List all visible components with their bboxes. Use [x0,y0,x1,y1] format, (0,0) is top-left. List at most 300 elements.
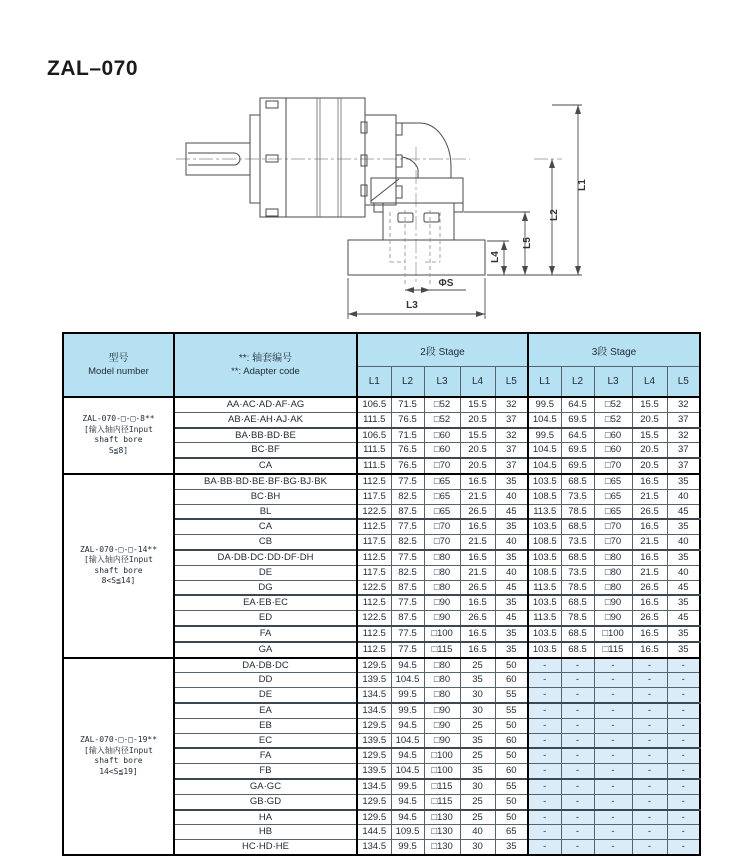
dim-value-cell: 16.5 [632,474,667,489]
dim-value-cell: - [561,688,594,703]
dim-value-cell: □80 [424,550,460,565]
dim-value-cell: - [594,779,632,794]
dim-value-cell: 99.5 [391,840,424,855]
dim-value-cell: 40 [667,535,700,550]
dim-value-cell: 15.5 [460,428,495,443]
dim-value-cell: □65 [424,474,460,489]
dim-label-l1: L1 [577,179,588,191]
dim-value-cell: 76.5 [391,458,424,474]
dim-value-cell: 108.5 [528,565,561,580]
dim-value-cell: 104.5 [391,764,424,779]
dim-value-cell: - [632,825,667,840]
dim-value-cell: 35 [460,673,495,688]
header-dim-l3: L3 [594,367,632,398]
dim-value-cell: - [667,810,700,825]
dim-value-cell: 129.5 [357,794,391,809]
dim-value-cell: 35 [495,595,528,610]
dim-value-cell: - [632,764,667,779]
dim-value-cell: 112.5 [357,626,391,642]
dim-value-cell: 26.5 [460,504,495,519]
dim-value-cell: 37 [667,443,700,458]
dim-value-cell: 35 [667,474,700,489]
dim-value-cell: □130 [424,840,460,855]
dim-value-cell: 40 [495,535,528,550]
dim-value-cell: □130 [424,810,460,825]
dim-value-cell: 20.5 [460,443,495,458]
dim-value-cell: - [667,748,700,763]
dim-value-cell: - [594,794,632,809]
dim-value-cell: □100 [424,764,460,779]
dim-value-cell: 94.5 [391,658,424,673]
dim-value-cell: 106.5 [357,397,391,412]
dim-value-cell: 111.5 [357,443,391,458]
dim-value-cell: 40 [495,565,528,580]
adapter-code-cell: GB·GD [174,794,357,809]
dim-value-cell: 25 [460,748,495,763]
adapter-code-cell: DE [174,688,357,703]
dim-value-cell: □80 [424,658,460,673]
dim-value-cell: 117.5 [357,565,391,580]
dim-value-cell: 37 [495,443,528,458]
dim-value-cell: - [561,658,594,673]
dim-value-cell: 37 [495,458,528,474]
dim-value-cell: 77.5 [391,626,424,642]
dim-value-cell: 112.5 [357,519,391,534]
dim-value-cell: 16.5 [460,595,495,610]
dim-value-cell: □90 [424,703,460,718]
dim-value-cell: 35 [495,519,528,534]
dim-value-cell: - [594,825,632,840]
dim-value-cell: 68.5 [561,519,594,534]
dim-value-cell: - [561,718,594,733]
dim-value-cell: 55 [495,703,528,718]
dim-value-cell: 68.5 [561,626,594,642]
dim-value-cell: 111.5 [357,412,391,427]
dim-value-cell: 26.5 [632,504,667,519]
adapter-code-cell: EB [174,718,357,733]
dim-value-cell: 68.5 [561,595,594,610]
dim-value-cell: 16.5 [632,519,667,534]
dim-value-cell: 21.5 [460,535,495,550]
dim-value-cell: □52 [424,412,460,427]
dim-value-cell: - [594,764,632,779]
adapter-code-cell: HA [174,810,357,825]
dim-value-cell: 104.5 [528,412,561,427]
model-number-cell: ZAL-070-□-□-8** [输入轴内径Input shaft bore S≦8] [63,397,174,474]
dim-value-cell: - [632,794,667,809]
dim-value-cell: 55 [495,779,528,794]
dim-value-cell: 45 [667,580,700,595]
dim-value-cell: 68.5 [561,474,594,489]
dim-value-cell: 103.5 [528,595,561,610]
dim-value-cell: 73.5 [561,489,594,504]
dim-value-cell: 108.5 [528,535,561,550]
dim-value-cell: 35 [667,626,700,642]
page-title: ZAL–070 [47,57,139,80]
dim-value-cell: 77.5 [391,519,424,534]
adapter-code-cell: ED [174,611,357,626]
dim-value-cell: □90 [424,718,460,733]
dim-value-cell: 99.5 [528,428,561,443]
dim-value-cell: □90 [594,611,632,626]
dim-value-cell: 129.5 [357,658,391,673]
dim-value-cell: 104.5 [528,443,561,458]
dim-value-cell: 82.5 [391,565,424,580]
dim-value-cell: - [528,748,561,763]
dim-value-cell: □65 [424,504,460,519]
dim-value-cell: - [667,779,700,794]
adapter-code-cell: BC·BF [174,443,357,458]
dim-value-cell: 139.5 [357,733,391,748]
dim-value-cell: - [667,764,700,779]
dim-value-cell: 32 [667,428,700,443]
dim-value-cell: 35 [495,840,528,855]
dim-value-cell: 122.5 [357,580,391,595]
dim-value-cell: 113.5 [528,504,561,519]
dim-value-cell: 60 [495,733,528,748]
dim-value-cell: □80 [594,580,632,595]
dim-value-cell: 109.5 [391,825,424,840]
adapter-code-cell: EA [174,703,357,718]
dim-value-cell: 35 [495,626,528,642]
dim-value-cell: □90 [424,611,460,626]
dim-value-cell: 71.5 [391,397,424,412]
dim-value-cell: 35 [460,733,495,748]
dim-value-cell: - [594,658,632,673]
dim-value-cell: - [594,703,632,718]
dim-value-cell: □80 [424,580,460,595]
dim-value-cell: - [632,703,667,718]
dim-value-cell: - [594,673,632,688]
adapter-code-cell: CA [174,519,357,534]
dim-value-cell: 37 [495,412,528,427]
header-dim-l1: L1 [357,367,391,398]
dim-value-cell: - [561,825,594,840]
dim-value-cell: □60 [424,428,460,443]
adapter-code-cell: CA [174,458,357,474]
dim-value-cell: □65 [594,489,632,504]
dim-value-cell: 25 [460,658,495,673]
dim-value-cell: 20.5 [632,412,667,427]
dim-value-cell: 20.5 [632,443,667,458]
dim-value-cell: 94.5 [391,718,424,733]
dim-value-cell: 69.5 [561,412,594,427]
dim-value-cell: 16.5 [460,519,495,534]
dim-value-cell: 35 [495,550,528,565]
dim-value-cell: 129.5 [357,718,391,733]
dim-value-cell: 26.5 [632,580,667,595]
dim-value-cell: 65 [495,825,528,840]
dim-value-cell: - [561,840,594,855]
dim-value-cell: □60 [594,428,632,443]
dim-value-cell: 99.5 [528,397,561,412]
dim-value-cell: 76.5 [391,443,424,458]
dim-value-cell: - [528,733,561,748]
dim-value-cell: 134.5 [357,703,391,718]
dim-value-cell: - [528,779,561,794]
dim-value-cell: 30 [460,840,495,855]
dim-value-cell: 26.5 [632,611,667,626]
dim-value-cell: 99.5 [391,779,424,794]
technical-drawing [168,85,618,329]
dim-value-cell: 26.5 [460,580,495,595]
dim-label-l2: L2 [549,209,560,221]
dim-value-cell: 21.5 [460,489,495,504]
dim-value-cell: 134.5 [357,840,391,855]
dim-value-cell: □90 [424,595,460,610]
dim-value-cell: 30 [460,779,495,794]
dim-value-cell: 73.5 [561,565,594,580]
adapter-code-cell: AB·AE·AH·AJ·AK [174,412,357,427]
dim-value-cell: □60 [424,443,460,458]
dim-value-cell: 104.5 [391,673,424,688]
dim-value-cell: 68.5 [561,642,594,658]
dim-value-cell: - [561,810,594,825]
adapter-code-cell: GA·GC [174,779,357,794]
adapter-code-cell: FB [174,764,357,779]
dim-value-cell: □70 [424,458,460,474]
adapter-code-cell: EC [174,733,357,748]
dim-value-cell: 20.5 [460,412,495,427]
dim-value-cell: 16.5 [460,550,495,565]
dim-value-cell: 77.5 [391,642,424,658]
dim-value-cell: - [632,673,667,688]
dim-value-cell: □52 [594,397,632,412]
dim-value-cell: - [528,810,561,825]
dim-value-cell: 16.5 [632,550,667,565]
dim-value-cell: - [528,840,561,855]
dim-value-cell: - [667,688,700,703]
dim-value-cell: 45 [495,580,528,595]
header-stage-3: 3段 Stage [528,333,700,367]
dim-value-cell: - [667,658,700,673]
dim-value-cell: 21.5 [460,565,495,580]
dim-value-cell: 122.5 [357,504,391,519]
dim-value-cell: 68.5 [561,550,594,565]
dim-value-cell: - [561,779,594,794]
dim-value-cell: 45 [667,504,700,519]
dim-value-cell: 73.5 [561,535,594,550]
dim-value-cell: □65 [594,504,632,519]
dim-value-cell: 94.5 [391,748,424,763]
adapter-code-cell: DA·DB·DC·DD·DF·DH [174,550,357,565]
header-adapter-code: **: 轴套编号 **: Adapter code [174,333,357,397]
dim-value-cell: 117.5 [357,535,391,550]
header-model-number: 型号 Model number [63,333,174,397]
header-dim-l4: L4 [460,367,495,398]
dim-value-cell: 35 [667,550,700,565]
dim-value-cell: 50 [495,810,528,825]
dim-value-cell: 69.5 [561,458,594,474]
dimension-table-body [63,397,700,855]
dim-value-cell: 25 [460,810,495,825]
adapter-code-cell: DG [174,580,357,595]
dim-value-cell: 32 [495,397,528,412]
dim-value-cell: 32 [667,397,700,412]
header-dim-l1: L1 [528,367,561,398]
adapter-code-cell: CB [174,535,357,550]
dim-value-cell: - [561,764,594,779]
dim-value-cell: 144.5 [357,825,391,840]
header-dim-l4: L4 [632,367,667,398]
dim-value-cell: - [667,840,700,855]
dim-label-l3: L3 [406,300,418,311]
dim-value-cell: 40 [460,825,495,840]
dim-label-phi-s: ΦS [438,278,454,289]
dim-value-cell: - [667,673,700,688]
dim-value-cell: 35 [667,519,700,534]
dim-value-cell: 139.5 [357,673,391,688]
dim-value-cell: □52 [594,412,632,427]
dim-value-cell: 77.5 [391,595,424,610]
dim-value-cell: - [632,733,667,748]
dim-value-cell: 103.5 [528,626,561,642]
dim-value-cell: 30 [460,703,495,718]
header-dim-l2: L2 [391,367,424,398]
dim-value-cell: - [561,748,594,763]
dim-value-cell: 112.5 [357,642,391,658]
dim-value-cell: 112.5 [357,474,391,489]
adapter-code-cell: BA·BB·BD·BE [174,428,357,443]
dim-value-cell: 15.5 [632,397,667,412]
dim-value-cell: 76.5 [391,412,424,427]
dim-value-cell: - [632,748,667,763]
adapter-code-cell: HC·HD·HE [174,840,357,855]
dim-value-cell: 78.5 [561,504,594,519]
dim-value-cell: □65 [424,489,460,504]
dim-value-cell: - [667,718,700,733]
dim-value-cell: - [594,840,632,855]
dim-value-cell: 37 [667,412,700,427]
dim-value-cell: 82.5 [391,489,424,504]
dim-value-cell: 111.5 [357,458,391,474]
dim-value-cell: 82.5 [391,535,424,550]
dim-value-cell: 32 [495,428,528,443]
dim-value-cell: 87.5 [391,611,424,626]
dim-value-cell: 103.5 [528,642,561,658]
dim-value-cell: 35 [460,764,495,779]
dim-value-cell: □90 [594,595,632,610]
dim-value-cell: 21.5 [632,565,667,580]
dim-value-cell: □70 [424,519,460,534]
dim-value-cell: 35 [667,642,700,658]
dim-value-cell: 99.5 [391,688,424,703]
dim-value-cell: □90 [424,733,460,748]
model-number-cell: ZAL-070-□-□-19** [输入轴内径Input shaft bore 14<S≦19] [63,658,174,855]
dim-value-cell: 87.5 [391,580,424,595]
dim-value-cell: 64.5 [561,428,594,443]
dim-value-cell: 15.5 [460,397,495,412]
dim-value-cell: 113.5 [528,611,561,626]
dim-value-cell: □130 [424,825,460,840]
dim-value-cell: 103.5 [528,550,561,565]
dim-value-cell: 112.5 [357,550,391,565]
dim-value-cell: 55 [495,688,528,703]
dim-value-cell: - [594,748,632,763]
dim-value-cell: 50 [495,748,528,763]
dim-value-cell: 134.5 [357,779,391,794]
dim-value-cell: 103.5 [528,474,561,489]
adapter-code-cell: AA·AC·AD·AF·AG [174,397,357,412]
dim-value-cell: 112.5 [357,595,391,610]
dim-value-cell: 16.5 [632,642,667,658]
dim-value-cell: 21.5 [632,489,667,504]
dim-value-cell: □70 [594,458,632,474]
dim-value-cell: 16.5 [460,474,495,489]
adapter-code-cell: DA·DB·DC [174,658,357,673]
dim-value-cell: 50 [495,794,528,809]
dim-value-cell: 104.5 [391,733,424,748]
dim-value-cell: 108.5 [528,489,561,504]
dim-value-cell: 117.5 [357,489,391,504]
dim-value-cell: 106.5 [357,428,391,443]
dim-value-cell: 26.5 [460,611,495,626]
dim-value-cell: - [528,825,561,840]
dim-value-cell: 129.5 [357,748,391,763]
dim-value-cell: - [632,718,667,733]
dim-value-cell: 45 [495,504,528,519]
dim-value-cell: - [594,810,632,825]
dim-value-cell: □70 [594,535,632,550]
dim-value-cell: - [528,794,561,809]
adapter-code-cell: EA·EB·EC [174,595,357,610]
dim-value-cell: 69.5 [561,443,594,458]
dim-value-cell: 45 [495,611,528,626]
dim-value-cell: - [528,764,561,779]
dim-value-cell: - [594,688,632,703]
adapter-code-cell: BC·BH [174,489,357,504]
dim-value-cell: □70 [594,519,632,534]
dim-value-cell: - [528,718,561,733]
header-dim-l3: L3 [424,367,460,398]
dim-value-cell: □115 [424,642,460,658]
model-number-cell: ZAL-070-□-□-14** [输入轴内径Input shaft bore 8<S≦14] [63,474,174,658]
header-dim-l2: L2 [561,367,594,398]
dim-value-cell: 94.5 [391,794,424,809]
dim-value-cell: - [594,718,632,733]
dim-value-cell: 64.5 [561,397,594,412]
adapter-code-cell: BL [174,504,357,519]
dim-value-cell: 77.5 [391,550,424,565]
dim-value-cell: 60 [495,764,528,779]
dim-value-cell: - [528,703,561,718]
dim-value-cell: 15.5 [632,428,667,443]
dim-value-cell: - [561,733,594,748]
dim-value-cell: □65 [594,474,632,489]
dimension-table [62,332,701,856]
dim-value-cell: - [561,703,594,718]
dim-value-cell: - [632,810,667,825]
dim-value-cell: □100 [424,748,460,763]
header-stage-2: 2段 Stage [357,333,528,367]
dim-value-cell: □115 [594,642,632,658]
dim-value-cell: - [667,794,700,809]
dim-value-cell: 25 [460,794,495,809]
dim-value-cell: 40 [495,489,528,504]
dim-value-cell: 78.5 [561,611,594,626]
dim-value-cell: □115 [424,779,460,794]
dim-value-cell: 20.5 [460,458,495,474]
dim-value-cell: □80 [594,550,632,565]
header-dim-l5: L5 [495,367,528,398]
dim-value-cell: 60 [495,673,528,688]
dim-value-cell: - [594,733,632,748]
dim-value-cell: - [632,840,667,855]
dim-value-cell: 37 [667,458,700,474]
dim-value-cell: 99.5 [391,703,424,718]
dim-value-cell: □60 [594,443,632,458]
dim-value-cell: 16.5 [460,626,495,642]
